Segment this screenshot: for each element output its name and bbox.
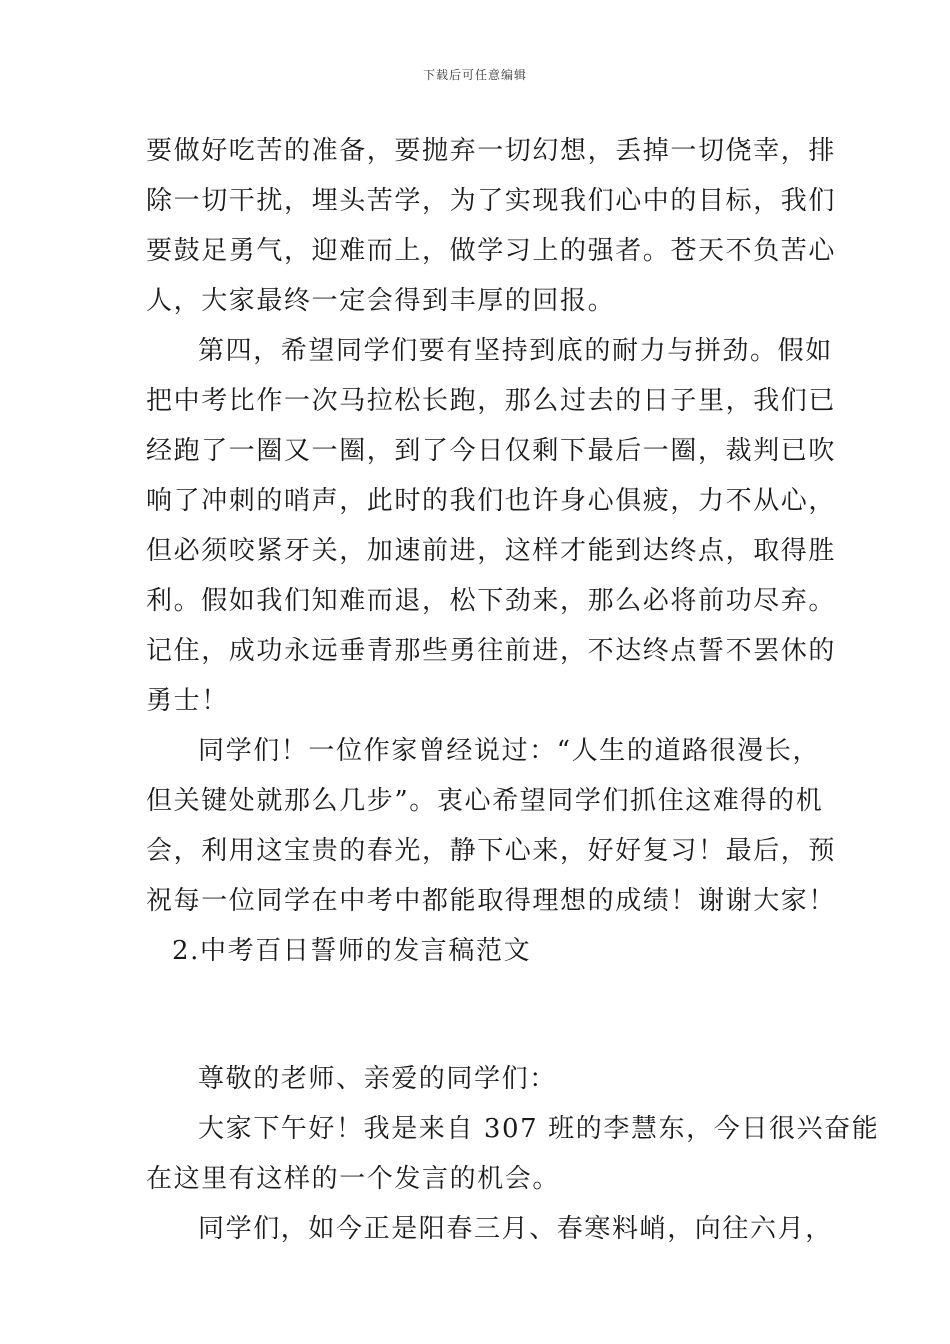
blank-gap (146, 976, 808, 1054)
paragraph-first-line: 第四，希望同学们要有坚持到底的耐力与拼劲。假如 (198, 336, 833, 366)
paragraph-line: 要做好吃苦的准备，要抛弃一切幻想，丢掉一切侥幸，排 (146, 136, 837, 166)
paragraph-line: 但必须咬紧牙关，加速前进，这样才能到达终点，取得胜 (146, 536, 837, 566)
salutation: 尊敬的老师、亲爱的同学们： (198, 1064, 557, 1094)
paragraph-first-line: 同学们！一位作家曾经说过：“人生的道路很漫长， (198, 736, 821, 766)
paragraph-line: 把中考比作一次马拉松长跑，那么过去的日子里，我们已 (146, 386, 837, 416)
paragraph-line: 人，大家最终一定会得到丰厚的回报。 (146, 286, 616, 316)
paragraph-line: 记住，成功永远垂青那些勇往前进，不达终点誓不罢休的 (146, 636, 837, 666)
paragraph-line: 除一切干扰，埋头苦学，为了实现我们心中的目标，我们 (146, 186, 837, 216)
paragraph-line: 但关键处就那么几步”。衷心希望同学们抓住这难得的机 (146, 786, 824, 816)
document-body (146, 126, 880, 1254)
paragraph-line: 响了冲刺的哨声，此时的我们也许身心俱疲，力不从心， (146, 486, 837, 516)
section-heading: 2.中考百日誓师的发言稿范文 (172, 936, 532, 966)
page-header: 下载后可任意编辑 (422, 68, 527, 82)
paragraph-first-line: 同学们，如今正是阳春三月、春寒料峭，向往六月， (198, 1214, 833, 1244)
paragraph-line: 在这里有这样的一个发言的机会。 (146, 1164, 561, 1194)
paragraph-line: 勇士！ (146, 686, 229, 716)
paragraph-first-line: 大家下午好！我是来自 307 班的李慧东，今日很兴奋能 (198, 1114, 880, 1144)
paragraph-line: 经跑了一圈又一圈，到了今日仅剩下最后一圈，裁判已吹 (146, 436, 837, 466)
paragraph-line: 会，利用这宝贵的春光，静下心来，好好复习！最后，预 (146, 836, 837, 866)
paragraph-line: 祝每一位同学在中考中都能取得理想的成绩！谢谢大家！ (146, 886, 837, 916)
paragraph-line: 要鼓足勇气，迎难而上，做学习上的强者。苍天不负苦心 (146, 236, 837, 266)
paragraph-line: 利。假如我们知难而退，松下劲来，那么必将前功尽弃。 (146, 586, 837, 616)
